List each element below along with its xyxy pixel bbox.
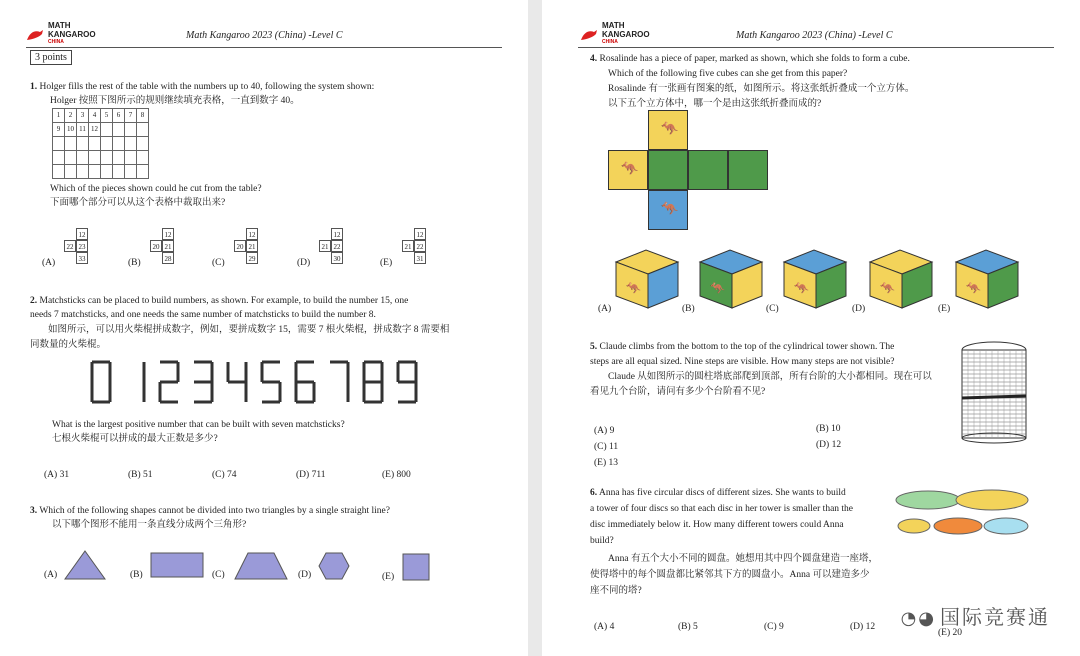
q5-text-en-1: 5. Claude climbs from the bottom to the top of the cylindrical tower shown. The: [590, 342, 895, 352]
table-cell: 12: [89, 123, 101, 137]
net-face-left: [608, 150, 648, 190]
q6-option-b: (B) 5: [678, 622, 698, 632]
table-cell: [137, 123, 149, 137]
q4-option-label: (B): [682, 304, 695, 314]
q3-option-b-label: (B): [130, 570, 143, 580]
svg-text:🦘: 🦘: [794, 281, 809, 295]
q2-text-en-2: needs 7 matchsticks, and one needs the same number of matchsticks to build the number 8.: [30, 310, 376, 320]
table-cell: 10: [65, 123, 77, 137]
q5-text-en-2: steps are all equal sized. Nine steps are visible. How many steps are not visible?: [590, 357, 895, 367]
cylindrical-tower-figure: [960, 340, 1028, 444]
table-cell: [101, 165, 113, 179]
math-kangaroo-logo-right: MATH KANGAROO CHINA: [580, 22, 670, 48]
table-cell: [125, 137, 137, 151]
table-cell: [89, 137, 101, 151]
cube-option-c: [782, 248, 848, 310]
piece-cell: 31: [414, 252, 426, 264]
q1-option-label: (A): [42, 258, 56, 268]
q2-option: (C) 74: [212, 470, 237, 480]
page-header: [0, 18, 528, 48]
q5-option-e: (E) 13: [594, 458, 619, 468]
q6-text-en-4: build?: [590, 536, 614, 546]
q1-question-cn: 下面哪个部分可以从这个表格中裁取出来?: [50, 198, 226, 208]
q5-option-b: (B) 10: [816, 424, 841, 434]
rectangle-shape: [150, 552, 204, 578]
cube-option-a: [614, 248, 680, 310]
table-cell: 7: [125, 109, 137, 123]
table-cell: 3: [77, 109, 89, 123]
q1-number-table: [52, 108, 149, 179]
disc-small-yellow: [898, 519, 930, 533]
table-cell: [101, 151, 113, 165]
q3-text-en: 3. Which of the following shapes cannot be divided into two triangles by a single straight line?: [30, 506, 390, 516]
piece-cell: 22: [414, 240, 426, 252]
piece-cell: 23: [76, 240, 88, 252]
table-cell: [125, 165, 137, 179]
matchstick-digit-7: [330, 362, 348, 402]
q5-option-d: (D) 12: [816, 440, 842, 450]
matchstick-digit-8: [364, 362, 382, 402]
table-cell: [137, 165, 149, 179]
table-cell: [77, 151, 89, 165]
q6-option-d: (D) 12: [850, 622, 876, 632]
table-cell: [89, 151, 101, 165]
left-page: [0, 0, 528, 656]
q1-option-label: (C): [212, 258, 225, 268]
table-cell: 1: [53, 109, 65, 123]
piece-cell: 21: [402, 240, 414, 252]
q4-text-cn-1: Rosalinde 有一张画有图案的纸，如图所示。将这张纸折叠成一个立方体。: [608, 84, 915, 94]
table-cell: [77, 165, 89, 179]
triangle-shape: [64, 550, 106, 580]
header-title-right: Math Kangaroo 2023 (China) -Level C: [736, 30, 893, 41]
table-cell: [65, 165, 77, 179]
matchstick-digit-0: [92, 362, 110, 402]
kangaroo-icon: 🦘: [661, 202, 679, 217]
q6-text-cn-2: 使得塔中的每个圆盘都比紧邻其下方的圆盘小。Anna 可以建造多少: [590, 570, 870, 580]
matchstick-digit-4: [228, 362, 246, 402]
q6-option-a: (A) 4: [594, 622, 615, 632]
q2-option: (B) 51: [128, 470, 153, 480]
q6-text-cn-1: Anna 有五个大小不同的圆盘。她想用其中四个圆盘建造一座塔，: [608, 554, 878, 564]
trapezoid-shape: [234, 552, 288, 580]
piece-cell: 21: [319, 240, 331, 252]
table-cell: [89, 165, 101, 179]
svg-text:🦘: 🦘: [880, 281, 895, 295]
disc-light-blue: [984, 518, 1028, 534]
table-cell: 9: [53, 123, 65, 137]
kangaroo-logo-icon: [26, 28, 44, 42]
q5-option-c: (C) 11: [594, 442, 619, 452]
matchstick-digit-2: [160, 362, 178, 402]
piece-cell: 12: [246, 228, 258, 240]
q6-option-e: (E) 20: [938, 628, 963, 638]
piece-cell: 12: [414, 228, 426, 240]
net-face-center: [648, 150, 688, 190]
q6-text-en-2: a tower of four discs so that each disc in her tower is smaller than the: [590, 504, 854, 514]
q5-text-cn-1: Claude 从如图所示的圆柱塔底部爬到顶部，所有台阶的大小都相同。现在可以: [608, 372, 932, 382]
page-header-right: [542, 18, 1080, 48]
cube-option-b: [698, 248, 764, 310]
piece-cell: 22: [331, 240, 343, 252]
disc-orange: [934, 518, 982, 534]
matchstick-digit-5: [262, 362, 280, 402]
q6-option-c: (C) 9: [764, 622, 784, 632]
kangaroo-icon: 🦘: [621, 162, 639, 177]
header-divider: [26, 47, 502, 48]
q1-question-en: Which of the pieces shown could he cut from the table?: [50, 184, 262, 194]
q6-text-en-3: disc immediately below it. How many different towers could Anna: [590, 520, 844, 530]
piece-cell: 28: [162, 252, 174, 264]
math-kangaroo-logo: MATH KANGAROO CHINA: [26, 22, 116, 48]
wechat-icon: ◔◕: [900, 608, 936, 629]
kangaroo-icon: 🦘: [661, 122, 679, 137]
matchstick-digit-6: [296, 362, 314, 402]
table-cell: 2: [65, 109, 77, 123]
q1-option-label: (E): [380, 258, 393, 268]
table-cell: [53, 165, 65, 179]
svg-text:🦘: 🦘: [626, 281, 641, 295]
q2-option: (D) 711: [296, 470, 326, 480]
q5-text-cn-2: 看见九个台阶，请问有多少个台阶看不见?: [590, 387, 766, 397]
table-cell: 4: [89, 109, 101, 123]
table-cell: [113, 165, 125, 179]
q4-option-label: (A): [598, 304, 612, 314]
q4-text-en-2: Which of the following five cubes can she get from this paper?: [608, 69, 848, 79]
q4-text-cn-2: 以下五个立方体中，哪一个是由这张纸折叠而成的?: [608, 99, 822, 109]
piece-cell: 20: [234, 240, 246, 252]
q3-text-cn: 以下哪个图形不能用一条直线分成两个三角形?: [52, 520, 247, 530]
five-discs-figure: [894, 488, 1030, 544]
hexagon-shape: [318, 552, 350, 580]
q2-question-cn: 七根火柴棍可以拼成的最大正数是多少?: [52, 434, 218, 444]
cube-option-e: [954, 248, 1020, 310]
net-face-far-right: [728, 150, 768, 190]
table-cell: [65, 151, 77, 165]
table-cell: [65, 137, 77, 151]
piece-cell: 21: [162, 240, 174, 252]
q4-text-en-1: 4. Rosalinde has a piece of paper, marked as shown, which she folds to form a cube.: [590, 54, 910, 64]
table-cell: [101, 137, 113, 151]
table-cell: [113, 151, 125, 165]
piece-cell: 33: [76, 252, 88, 264]
q1-text-en: 1. Holger fills the rest of the table with the numbers up to 40, following the system shown:: [30, 82, 375, 92]
q2-option: (A) 31: [44, 470, 70, 480]
q2-text-en-1: 2. Matchsticks can be placed to build numbers, as shown. For example, to build the number 15, one: [30, 296, 409, 306]
header-title: Math Kangaroo 2023 (China) -Level C: [186, 30, 343, 41]
table-cell: [125, 123, 137, 137]
q2-question-en: What is the largest positive number that can be built with seven matchsticks?: [52, 420, 345, 430]
matchstick-digit-3: [194, 362, 212, 402]
q3-option-a-label: (A): [44, 570, 58, 580]
net-face-right: [688, 150, 728, 190]
piece-cell: 20: [150, 240, 162, 252]
watermark: ◔◕ 国际竞赛通: [900, 605, 1050, 629]
svg-text:🦘: 🦘: [966, 281, 981, 295]
q4-option-label: (C): [766, 304, 779, 314]
q6-text-cn-3: 座不同的塔?: [590, 586, 642, 596]
table-cell: [125, 151, 137, 165]
q3-option-e-label: (E): [382, 572, 395, 582]
square-shape: [402, 553, 430, 581]
table-cell: 6: [113, 109, 125, 123]
q4-option-label: (D): [852, 304, 866, 314]
kangaroo-logo-icon: [580, 28, 598, 42]
disc-green: [896, 491, 960, 509]
matchstick-digits: [88, 360, 428, 404]
points-section-label: 3 points: [30, 50, 72, 65]
q1-text-cn: Holger 按照下图所示的规则继续填充表格，一直到数字 40。: [50, 96, 300, 106]
q6-text-en-1: 6. Anna has five circular discs of different sizes. She wants to build: [590, 488, 846, 498]
q2-option: (E) 800: [382, 470, 411, 480]
q4-option-label: (E): [938, 304, 951, 314]
right-page: [542, 0, 1080, 656]
piece-cell: 21: [246, 240, 258, 252]
cube-option-d: [868, 248, 934, 310]
piece-cell: 22: [64, 240, 76, 252]
table-cell: [113, 123, 125, 137]
matchstick-digit-9: [398, 362, 416, 402]
piece-cell: 12: [76, 228, 88, 240]
piece-cell: 30: [331, 252, 343, 264]
table-cell: [53, 151, 65, 165]
matchstick-digits-svg: [88, 360, 428, 404]
q1-option-label: (B): [128, 258, 141, 268]
piece-cell: 12: [162, 228, 174, 240]
net-face-top: [648, 110, 688, 150]
piece-cell: 29: [246, 252, 258, 264]
q1-option-label: (D): [297, 258, 311, 268]
table-cell: [137, 137, 149, 151]
q2-text-cn-2: 同数量的火柴棍。: [30, 340, 107, 350]
q3-option-d-label: (D): [298, 570, 312, 580]
table-cell: [77, 137, 89, 151]
table-cell: 5: [101, 109, 113, 123]
q2-text-cn-1: 如图所示，可以用火柴棍拼成数字，例如，要拼成数字 15，需要 7 根火柴棍，拼成数字 8 需要相: [48, 325, 450, 335]
table-cell: [113, 137, 125, 151]
disc-yellow: [956, 490, 1028, 510]
q3-option-c-label: (C): [212, 570, 225, 580]
table-cell: [101, 123, 113, 137]
svg-text:🦘: 🦘: [710, 281, 725, 295]
table-cell: [137, 151, 149, 165]
piece-cell: 12: [331, 228, 343, 240]
net-face-bottom: [648, 190, 688, 230]
table-cell: 8: [137, 109, 149, 123]
table-cell: [53, 137, 65, 151]
table-cell: 11: [77, 123, 89, 137]
header-divider-right: [578, 47, 1054, 48]
q5-option-a: (A) 9: [594, 426, 615, 436]
